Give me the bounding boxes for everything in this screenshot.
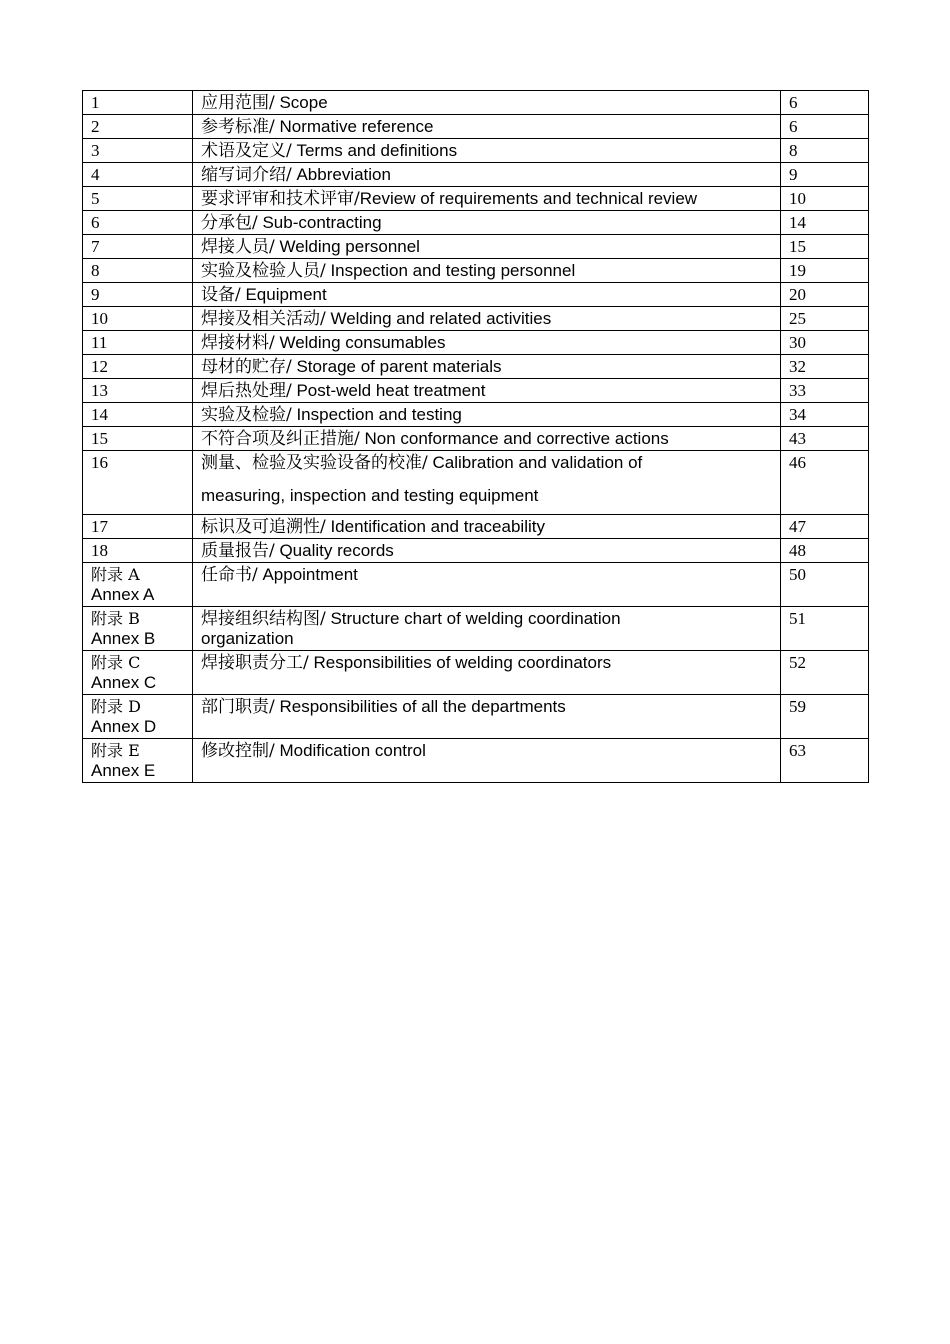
section-title-en: Sub-contracting (257, 213, 382, 232)
toc-row (83, 283, 869, 307)
section-title-cn: 实验及检验/ (201, 405, 292, 425)
section-title-en-continued: measuring, inspection and testing equipment (201, 486, 539, 505)
annex-number-cn: 附录 D (91, 697, 141, 716)
section-title-en: Terms and definitions (291, 141, 458, 160)
section-title-en: Quality records (274, 541, 394, 560)
section-number: 4 (83, 163, 193, 187)
section-number: 18 (83, 539, 193, 563)
toc-annex-row (83, 563, 869, 607)
section-title-cn: 质量报告/ (201, 541, 275, 561)
annex-title-en: Structure chart of welding coordination (325, 609, 621, 628)
section-title-en: Welding and related activities (325, 309, 552, 328)
annex-number-cn: 附录 E (91, 741, 140, 760)
section-title-cn: 分承包/ (201, 213, 258, 233)
page-number: 19 (781, 259, 869, 283)
section-number: 14 (83, 403, 193, 427)
toc-row (83, 91, 869, 115)
toc-annex-row (83, 739, 869, 783)
annex-number-en: Annex E (91, 761, 156, 780)
section-title-en: Post-weld heat treatment (291, 381, 486, 400)
section-title-cn: 母材的贮存/ (201, 357, 292, 377)
section-title (193, 115, 781, 139)
section-title-en: Review of requirements and technical review (359, 189, 698, 208)
section-title (193, 331, 781, 355)
section-title-en: Inspection and testing personnel (325, 261, 576, 280)
toc-row (83, 139, 869, 163)
annex-title (193, 607, 781, 651)
section-title (193, 91, 781, 115)
section-title-cn: 标识及可追溯性/ (201, 517, 326, 537)
section-title-en: Inspection and testing (291, 405, 462, 424)
section-title-en: Identification and traceability (325, 517, 545, 536)
section-title-cn: 要求评审和技术评审/ (201, 189, 360, 209)
toc-row (83, 187, 869, 211)
section-title (193, 211, 781, 235)
page-number: 59 (781, 695, 869, 739)
annex-title-cn: 焊接组织结构图/ (201, 609, 326, 629)
toc-annex-row (83, 695, 869, 739)
annex-number-cn: 附录 B (91, 609, 140, 628)
page-number: 14 (781, 211, 869, 235)
section-title (193, 235, 781, 259)
annex-title-en: Appointment (257, 565, 358, 584)
section-number: 11 (83, 331, 193, 355)
page-number: 51 (781, 607, 869, 651)
section-number: 5 (83, 187, 193, 211)
section-title-en: Calibration and validation of (427, 453, 643, 472)
annex-number-cn: 附录 C (91, 653, 141, 672)
section-title-cn: 缩写词介绍/ (201, 165, 292, 185)
page-number: 48 (781, 539, 869, 563)
toc-row (83, 427, 869, 451)
section-number: 2 (83, 115, 193, 139)
page-number: 20 (781, 283, 869, 307)
section-title-cn: 应用范围/ (201, 93, 275, 113)
section-number: 1 (83, 91, 193, 115)
page-number: 43 (781, 427, 869, 451)
section-title-cn: 焊接人员/ (201, 237, 275, 257)
section-title-en: Normative reference (274, 117, 434, 136)
annex-title-cn: 任命书/ (201, 565, 258, 585)
annex-number-en: Annex A (91, 585, 155, 604)
section-title-en: Welding personnel (274, 237, 420, 256)
section-title-cn: 不符合项及纠正措施/ (201, 429, 360, 449)
page-number: 32 (781, 355, 869, 379)
annex-title-en: Modification control (274, 741, 426, 760)
page-number: 8 (781, 139, 869, 163)
toc-annex-row (83, 607, 869, 651)
section-title-cn: 焊接材料/ (201, 333, 275, 353)
toc-row (83, 355, 869, 379)
section-title-en: Welding consumables (274, 333, 446, 352)
section-number: 6 (83, 211, 193, 235)
toc-row (83, 451, 869, 515)
section-number: 15 (83, 427, 193, 451)
section-title (193, 259, 781, 283)
section-number: 10 (83, 307, 193, 331)
page-number: 52 (781, 651, 869, 695)
page-number: 46 (781, 451, 869, 515)
toc-row (83, 331, 869, 355)
section-title (193, 539, 781, 563)
toc-row (83, 379, 869, 403)
section-title (193, 451, 781, 515)
page-number: 9 (781, 163, 869, 187)
section-number: 17 (83, 515, 193, 539)
toc-row (83, 515, 869, 539)
section-number: 9 (83, 283, 193, 307)
annex-number-en: Annex D (91, 717, 157, 736)
section-title (193, 427, 781, 451)
toc-row (83, 307, 869, 331)
annex-number-en: Annex B (91, 629, 156, 648)
annex-title-cn: 修改控制/ (201, 741, 275, 761)
page-number: 6 (781, 91, 869, 115)
annex-number-en: Annex C (91, 673, 157, 692)
section-title (193, 403, 781, 427)
section-title (193, 355, 781, 379)
section-title (193, 139, 781, 163)
page-number: 30 (781, 331, 869, 355)
page-number: 50 (781, 563, 869, 607)
section-title (193, 187, 781, 211)
section-title-cn: 焊接及相关活动/ (201, 309, 326, 329)
page-number: 6 (781, 115, 869, 139)
section-number: 7 (83, 235, 193, 259)
toc-row (83, 235, 869, 259)
section-title (193, 307, 781, 331)
table-of-contents (82, 90, 869, 783)
page-number: 15 (781, 235, 869, 259)
toc-row (83, 259, 869, 283)
annex-title (193, 651, 781, 695)
section-title-en: Scope (274, 93, 328, 112)
toc-row (83, 403, 869, 427)
page-number: 63 (781, 739, 869, 783)
annex-number (83, 607, 193, 651)
section-title-cn: 测量、检验及实验设备的校准/ (201, 453, 428, 473)
section-title-cn: 焊后热处理/ (201, 381, 292, 401)
section-number: 8 (83, 259, 193, 283)
annex-title-cn: 部门职责/ (201, 697, 275, 717)
section-title (193, 379, 781, 403)
annex-title-en-continued: organization (201, 629, 294, 648)
toc-annex-row (83, 651, 869, 695)
page-number: 10 (781, 187, 869, 211)
toc-row (83, 163, 869, 187)
page-number: 25 (781, 307, 869, 331)
toc-row (83, 115, 869, 139)
annex-title-en: Responsibilities of all the departments (274, 697, 566, 716)
section-number: 12 (83, 355, 193, 379)
section-title (193, 515, 781, 539)
section-number: 3 (83, 139, 193, 163)
section-title (193, 163, 781, 187)
annex-number (83, 739, 193, 783)
section-title-cn: 设备/ (201, 285, 241, 305)
section-title-cn: 参考标准/ (201, 117, 275, 137)
toc-row (83, 539, 869, 563)
annex-title (193, 739, 781, 783)
page-number: 47 (781, 515, 869, 539)
annex-title (193, 563, 781, 607)
section-title (193, 283, 781, 307)
annex-number (83, 563, 193, 607)
section-number: 13 (83, 379, 193, 403)
annex-title-en: Responsibilities of welding coordinators (308, 653, 612, 672)
section-title-en: Storage of parent materials (291, 357, 502, 376)
toc-row (83, 211, 869, 235)
annex-number-cn: 附录 A (91, 565, 140, 584)
annex-title (193, 695, 781, 739)
section-title-cn: 实验及检验人员/ (201, 261, 326, 281)
section-title-en: Non conformance and corrective actions (359, 429, 669, 448)
page-number: 33 (781, 379, 869, 403)
annex-number (83, 695, 193, 739)
section-number: 16 (83, 451, 193, 515)
annex-number (83, 651, 193, 695)
section-title-en: Equipment (240, 285, 327, 304)
annex-title-cn: 焊接职责分工/ (201, 653, 309, 673)
section-title-cn: 术语及定义/ (201, 141, 292, 161)
section-title-en: Abbreviation (291, 165, 391, 184)
page-number: 34 (781, 403, 869, 427)
